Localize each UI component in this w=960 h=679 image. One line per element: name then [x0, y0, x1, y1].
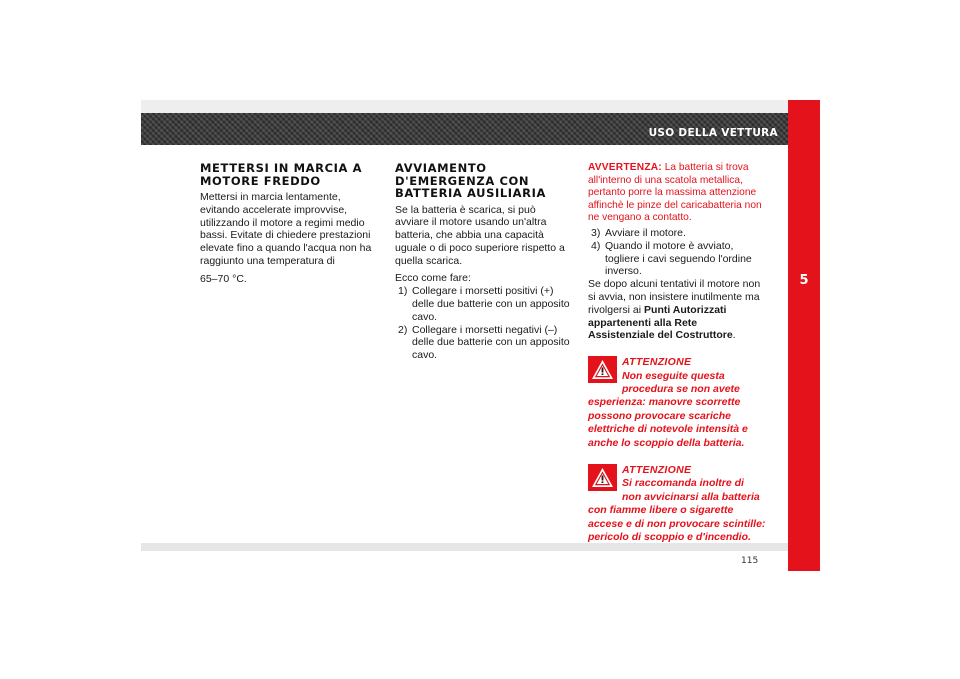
list-item: 2) Collegare i morsetti negativi (–) delle due batterie con un apposito cavo.: [398, 323, 570, 362]
column-emergency-start: [395, 162, 570, 362]
authorized-service-link: Punti Autorizzati appartenenti alla Rete Assistenziale del Costruttore: [588, 303, 733, 342]
warning-title: ATTENZIONE: [622, 356, 692, 369]
emergency-how-to: Ecco come fare:: [395, 272, 471, 285]
chapter-tab: [788, 100, 820, 571]
page-number: 115: [741, 556, 759, 566]
steps-list-1: [395, 285, 570, 362]
heading-emergency-start: AVVIAMENTO D'EMERGENZA CON BATTERIA AUSILIARIA: [395, 161, 547, 200]
list-item: 3) Avviare il motore.: [591, 226, 686, 239]
chapter-number: 5: [799, 273, 809, 288]
warning-triangle-icon: [588, 356, 617, 383]
warning-text: Non eseguite questa procedura se non avete esperienza: manovre scorrette possono provocare scariche elettriche di notevole intensità e anche lo scoppio della batteria.: [588, 369, 748, 449]
column-notes: [588, 162, 766, 544]
section-title: USO DELLA VETTURA: [648, 127, 778, 139]
warning-triangle-icon: [588, 464, 617, 491]
cold-start-body: Mettersi in marcia lentamente, evitando accelerate improvvise, utilizzando il motore a regimi medio bassi. Evitate di chiedere prestazioni elevate fino a quando l'acqua non ha raggiunto una temperatura di: [200, 191, 372, 267]
warning-block-1: [588, 356, 766, 450]
emergency-intro: Se la batteria è scarica, si può avviare il motore usando un'altra batteria, che abbia una capacità uguale o di poco superiore rispetto a quella scarica.: [395, 203, 565, 267]
warning-text: Si raccomanda inoltre di non avvicinarsi alla batteria con fiamme libere o sigarette accese e di non provocare scintille: pericolo di scoppio e d'incendio.: [588, 477, 766, 544]
warning-title: ATTENZIONE: [622, 463, 692, 476]
service-advice: Se dopo alcuni tentativi il motore non si avvia, non insistere inutilmente ma rivolgersi ai Punti Autorizzati appartenenti alla Rete Assistenziale del Costruttore.: [588, 278, 761, 342]
warning-block-2: [588, 464, 766, 544]
list-item: 1) Collegare i morsetti positivi (+) delle due batterie con un apposito cavo.: [398, 285, 570, 323]
steps-list-2: [588, 227, 766, 278]
battery-note: AVVERTENZA: La batteria si trova all'interno di una scatola metallica, pertanto porre la massima attenzione affinchè le pinze del caricabatteria non ne vengano a contatto.: [588, 162, 762, 224]
cold-start-temperature: 65–70 °C.: [200, 272, 247, 285]
list-item: 4) Quando il motore è avviato, togliere i cavi seguendo l'ordine inverso.: [591, 239, 752, 278]
column-cold-start: [200, 162, 375, 286]
heading-cold-start: METTERSI IN MARCIA A MOTORE FREDDO: [200, 161, 363, 188]
